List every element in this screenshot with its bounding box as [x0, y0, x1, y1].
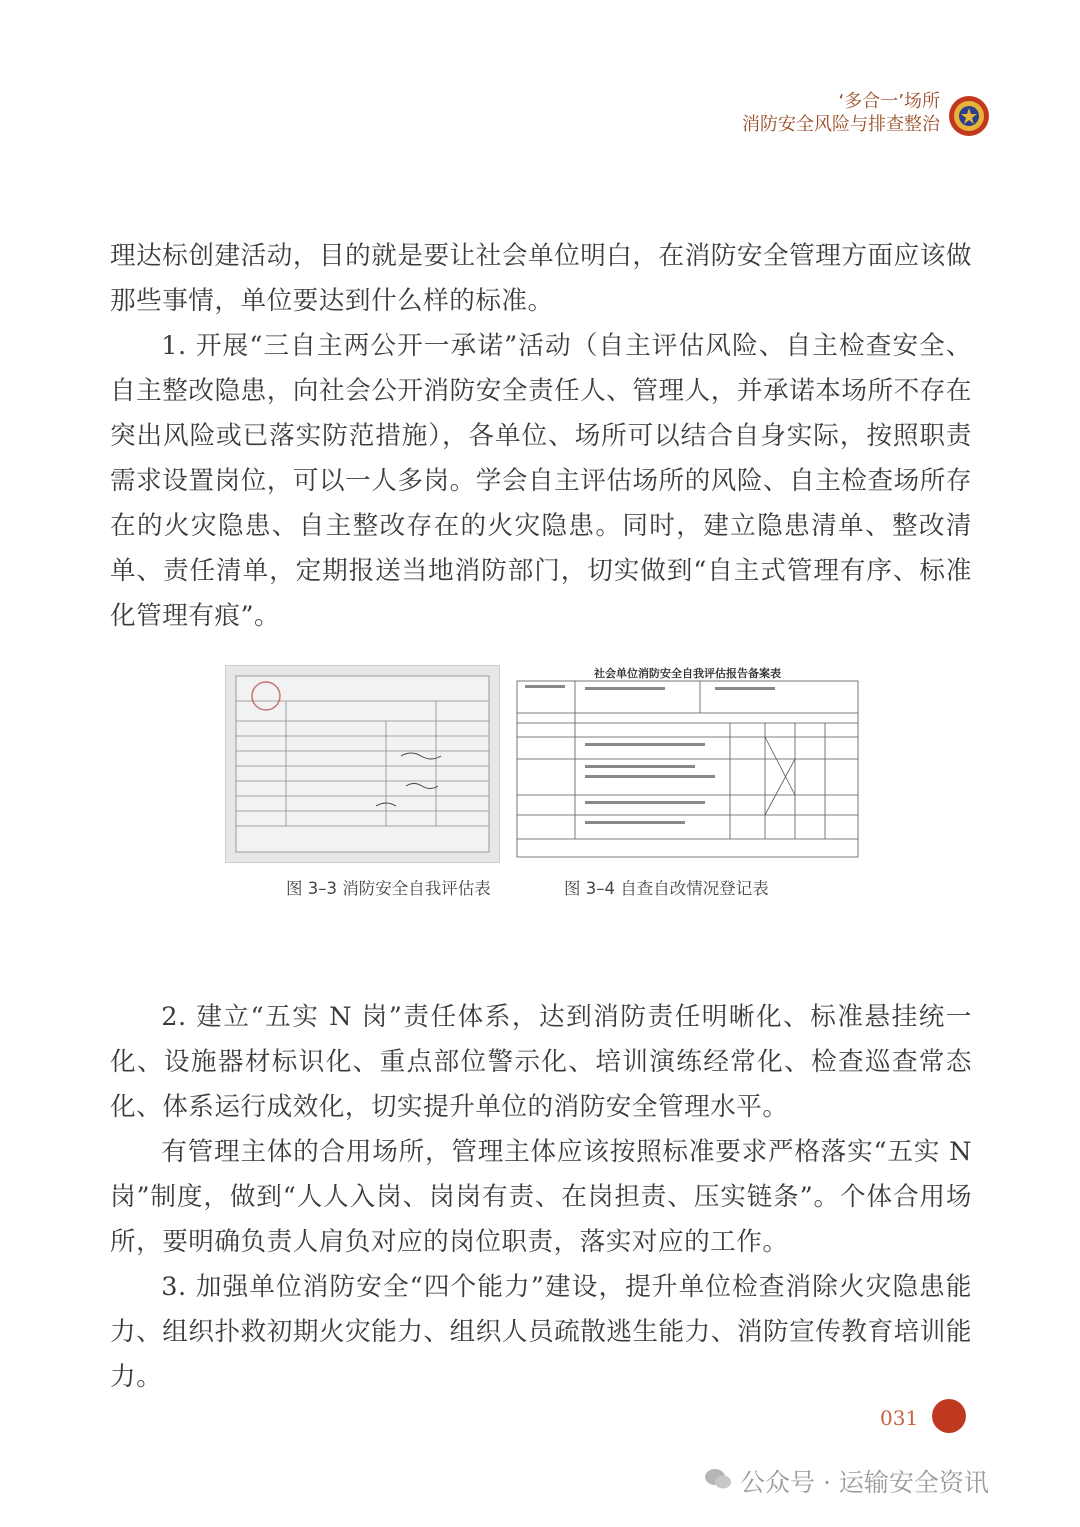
wechat-icon	[704, 1466, 732, 1492]
header-line-1: ‘多合一’场所	[838, 91, 940, 112]
running-header	[742, 90, 940, 136]
figure-3-4-caption: 图 3–4 自查自改情况登记表	[564, 879, 769, 898]
paragraph-item-3: 3. 加强单位消防安全“四个能力”建设，提升单位检查消除火灾隐患能力、组织扑救初期火灾能力、组织人员疏散逃生能力、消防宣传教育培训能力。	[110, 1272, 972, 1392]
form-title: 社会单位消防安全自我评估报告备案表	[594, 667, 781, 680]
paragraph-continued: 理达标创建活动，目的就是要让社会单位明白，在消防安全管理方面应该做那些事情，单位要达到什么样的标准。	[110, 241, 972, 316]
paragraph-item-1: 1. 开展“三自主两公开一承诺”活动（自主评估风险、自主检查安全、自主整改隐患，向社会公开消防安全责任人、管理人，并承诺本场所不存在突出风险或已落实防范措施），各单位、场所可以结合自身实际，按照职责需求设置岗位，可以一人多岗。学会自主评估场所的风险、自主检查场所存在的火灾隐患、自主整改存在的火灾隐患。同时，建立隐患清单、整改清单、责任清单，定期报送当地消防部门，切实做到“自主式管理有序、标准化管理有痕”。	[110, 331, 972, 631]
header-line-2: 消防安全风险与排查整治	[742, 114, 940, 135]
watermark-text: 公众号 · 运输安全资讯	[740, 1468, 989, 1497]
figure-3-3-caption: 图 3–3 消防安全自我评估表	[286, 879, 491, 898]
page-marker-dot	[932, 1399, 966, 1433]
scanned-form-image	[226, 666, 499, 862]
paragraph-item-2: 2. 建立“五实 N 岗”责任体系，达到消防责任明晰化、标准悬挂统一化、设施器材标识化、重点部位警示化、培训演练经常化、检查巡查常态化、体系运行成效化，切实提升单位的消防安全管理水平。	[110, 1002, 972, 1122]
fire-rescue-emblem-icon	[948, 95, 990, 137]
figure-3-3-scan	[225, 665, 500, 863]
registration-form-image	[515, 665, 860, 861]
page-number: 031	[880, 1406, 919, 1430]
figure-row	[110, 665, 972, 965]
paragraph-shared-venue: 有管理主体的合用场所，管理主体应该按照标准要求严格落实“五实 N 岗”制度，做到“人人入岗、岗岗有责、在岗担责、压实链条”。个体合用场所，要明确负责人肩负对应的岗位职责，落实对应的工作。	[110, 1137, 972, 1257]
figure-3-4-form	[515, 665, 860, 861]
page-body	[110, 234, 972, 1400]
